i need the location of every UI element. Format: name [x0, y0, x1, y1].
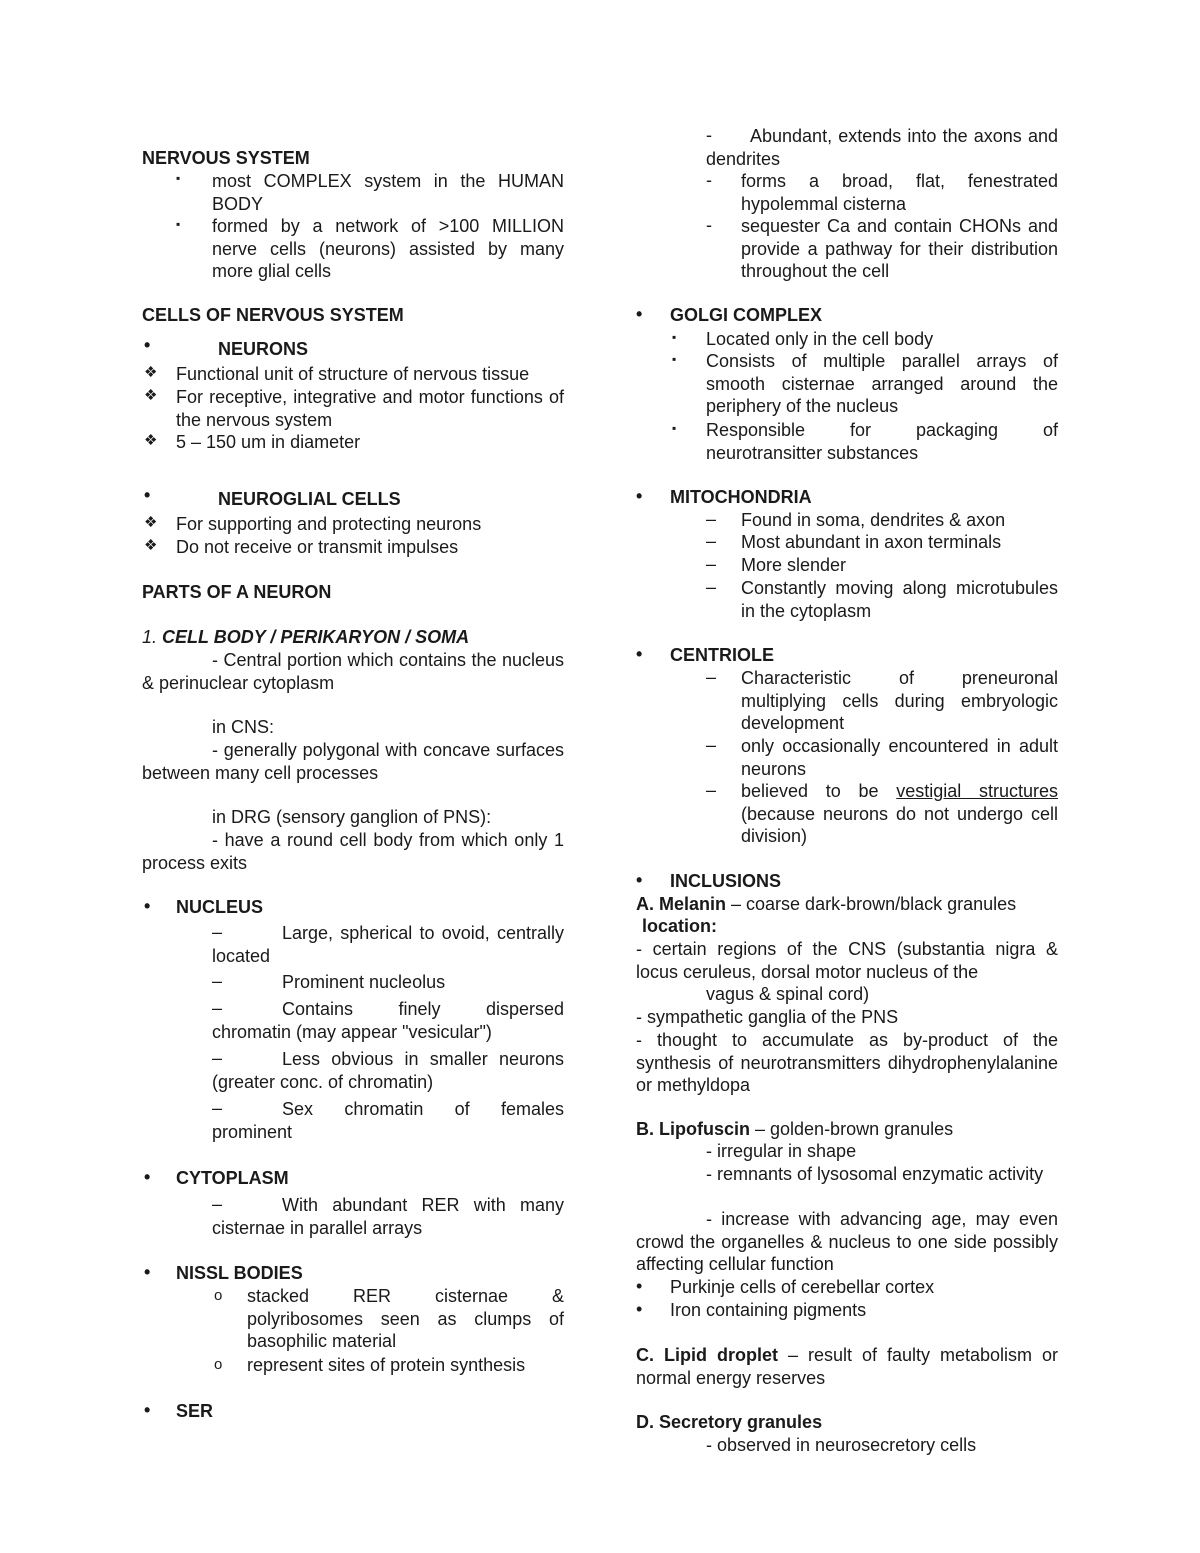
melanin-note: - thought to accumulate as by-product of the synthesis of neurotransmitters dihydrophenylalanine or methyldopa: [636, 1030, 1058, 1095]
bullet-icon: •: [636, 1299, 643, 1319]
melanin-line: A. Melanin – coarse dark-brown/black granules: [636, 894, 1017, 914]
square-bullet-icon: ▪: [672, 421, 677, 435]
dash-icon: –: [706, 667, 717, 687]
mito-item: Most abundant in axon terminals: [741, 532, 1002, 552]
dash-icon: –: [212, 1098, 223, 1118]
cytoplasm-item: With abundant RER with many cisternae in parallel arrays: [212, 1195, 564, 1238]
ser-item: sequester Ca and contain CHONs and provide a pathway for their distribution throughout the cell: [741, 216, 1058, 281]
secretory-desc: - observed in neurosecretory cells: [706, 1435, 977, 1455]
cns-desc: - generally polygonal with concave surfaces between many cell processes: [142, 740, 564, 783]
dash-icon: –: [212, 922, 223, 942]
square-bullet-icon: ▪: [672, 330, 677, 344]
mito-item: More slender: [741, 555, 847, 575]
cell-body-number: 1.: [142, 627, 158, 647]
bullet-icon: •: [144, 896, 151, 916]
neuron-item: For receptive, integrative and motor functions of the nervous system: [176, 387, 564, 430]
cell-body-title: CELL BODY / PERIKARYON / SOMA: [162, 627, 470, 647]
nucleus-item: Contains finely dispersed chromatin (may appear "vesicular"): [212, 999, 564, 1042]
nissl-item: stacked RER cisternae & polyribosomes seen as clumps of basophilic material: [247, 1286, 564, 1351]
hyphen-icon: -: [706, 125, 712, 145]
bullet-icon: •: [144, 1262, 151, 1282]
bullet-icon: •: [636, 304, 643, 324]
secretory-heading: D. Secretory granules: [636, 1412, 823, 1432]
cns-label: in CNS:: [212, 717, 275, 737]
ser-item: Abundant, extends into the axons and dendrites: [706, 126, 1058, 169]
hyphen-icon: -: [706, 215, 712, 235]
golgi-item: Consists of multiple parallel arrays of smooth cisternae arranged around the periphery of the nucleus: [706, 351, 1058, 416]
dash-icon: –: [212, 971, 223, 991]
mito-item: Constantly moving along microtubules in the cytoplasm: [741, 578, 1058, 621]
square-bullet-icon: ▪: [176, 171, 181, 185]
nucleus-item: Sex chromatin of females prominent: [212, 1099, 564, 1142]
lipid-droplet-line: C. Lipid droplet – result of faulty metabolism or normal energy reserves: [636, 1345, 1058, 1388]
diamond-bullet-icon: ❖: [144, 387, 158, 404]
diamond-bullet-icon: ❖: [144, 432, 158, 449]
bullet-icon: •: [144, 485, 151, 505]
lipofuscin-item: - irregular in shape: [706, 1141, 857, 1161]
dash-icon: –: [706, 577, 717, 597]
hyphen-icon: -: [706, 170, 712, 190]
bullet-icon: •: [636, 644, 643, 664]
bullet-icon: •: [144, 335, 151, 355]
parts-heading: PARTS OF A NEURON: [142, 582, 332, 602]
inclusions-heading: INCLUSIONS: [670, 871, 782, 891]
nervous-system-item: formed by a network of >100 MILLION nerve cells (neurons) assisted by many more glial cells: [212, 216, 564, 281]
square-bullet-icon: ▪: [672, 352, 677, 366]
golgi-heading: GOLGI COMPLEX: [670, 305, 823, 325]
dash-icon: –: [706, 531, 717, 551]
neuroglial-item: For supporting and protecting neurons: [176, 514, 482, 534]
neuron-item: Functional unit of structure of nervous tissue: [176, 364, 530, 384]
bullet-icon: •: [636, 1276, 643, 1296]
lipofuscin-item: - increase with advancing age, may even crowd the organelles & nucleus to one side possibly affecting cellular function: [636, 1209, 1058, 1274]
nucleus-heading: NUCLEUS: [176, 897, 264, 917]
square-bullet-icon: ▪: [176, 217, 181, 231]
nervous-system-item: most COMPLEX system in the HUMAN BODY: [212, 171, 564, 214]
nucleus-item: Less obvious in smaller neurons (greater conc. of chromatin): [212, 1049, 564, 1092]
circle-bullet-icon: o: [214, 1287, 223, 1304]
bullet-icon: •: [636, 486, 643, 506]
nucleus-item: Prominent nucleolus: [282, 972, 446, 992]
dash-icon: –: [706, 735, 717, 755]
melanin-location: - certain regions of the CNS (substantia nigra & locus ceruleus, dorsal motor nucleus of the: [636, 939, 1058, 982]
dash-icon: –: [212, 1194, 223, 1214]
lipofuscin-bullet: Purkinje cells of cerebellar cortex: [670, 1277, 935, 1297]
golgi-item: Located only in the cell body: [706, 329, 934, 349]
nucleus-item: Large, spherical to ovoid, centrally located: [212, 923, 564, 966]
nissl-item: represent sites of protein synthesis: [247, 1355, 526, 1375]
circle-bullet-icon: o: [214, 1356, 223, 1373]
neuron-item: 5 – 150 um in diameter: [176, 432, 361, 452]
nissl-heading: NISSL BODIES: [176, 1263, 303, 1283]
bullet-icon: •: [144, 1167, 151, 1187]
centriole-item: Characteristic of preneuronal multiplying cells during embryologic development: [741, 668, 1058, 733]
melanin-location: - sympathetic ganglia of the PNS: [636, 1007, 899, 1027]
dash-icon: –: [212, 998, 223, 1018]
drg-desc: - have a round cell body from which only 1 process exits: [142, 830, 564, 873]
dash-icon: –: [706, 554, 717, 574]
drg-label: in DRG (sensory ganglion of PNS):: [212, 807, 492, 827]
dash-icon: –: [706, 509, 717, 529]
lipofuscin-line: B. Lipofuscin – golden-brown granules: [636, 1119, 954, 1139]
diamond-bullet-icon: ❖: [144, 364, 158, 381]
cell-body-desc: - Central portion which contains the nucleus & perinuclear cytoplasm: [142, 650, 564, 693]
golgi-item: Responsible for packaging of neurotransitter substances: [706, 420, 1058, 463]
melanin-location-cont: vagus & spinal cord): [706, 984, 870, 1004]
nervous-system-heading: NERVOUS SYSTEM: [142, 148, 310, 168]
ser-item: forms a broad, flat, fenestrated hypolemmal cisterna: [741, 171, 1058, 214]
centriole-heading: CENTRIOLE: [670, 645, 775, 665]
ser-heading: SER: [176, 1401, 214, 1421]
lipofuscin-item: - remnants of lysosomal enzymatic activity: [706, 1164, 1044, 1184]
mito-item: Found in soma, dendrites & axon: [741, 510, 1006, 530]
dash-icon: –: [212, 1048, 223, 1068]
lipofuscin-bullet: Iron containing pigments: [670, 1300, 867, 1320]
bullet-icon: •: [144, 1400, 151, 1420]
mitochondria-heading: MITOCHONDRIA: [670, 487, 812, 507]
neurons-heading: NEURONS: [218, 339, 309, 359]
cell-body-heading: [142, 626, 469, 649]
bullet-icon: •: [636, 870, 643, 890]
neuroglial-heading: NEUROGLIAL CELLS: [218, 489, 401, 509]
diamond-bullet-icon: ❖: [144, 537, 158, 554]
cells-heading: CELLS OF NERVOUS SYSTEM: [142, 305, 404, 325]
centriole-item: believed to be vestigial structures (because neurons do not undergo cell division): [741, 781, 1058, 846]
dash-icon: –: [706, 780, 717, 800]
cytoplasm-heading: CYTOPLASM: [176, 1168, 289, 1188]
centriole-item: only occasionally encountered in adult neurons: [741, 736, 1058, 779]
diamond-bullet-icon: ❖: [144, 514, 158, 531]
neuroglial-item: Do not receive or transmit impulses: [176, 537, 459, 557]
location-label: location:: [642, 916, 717, 936]
vestigial-structures-text: vestigial structures: [896, 781, 1058, 801]
